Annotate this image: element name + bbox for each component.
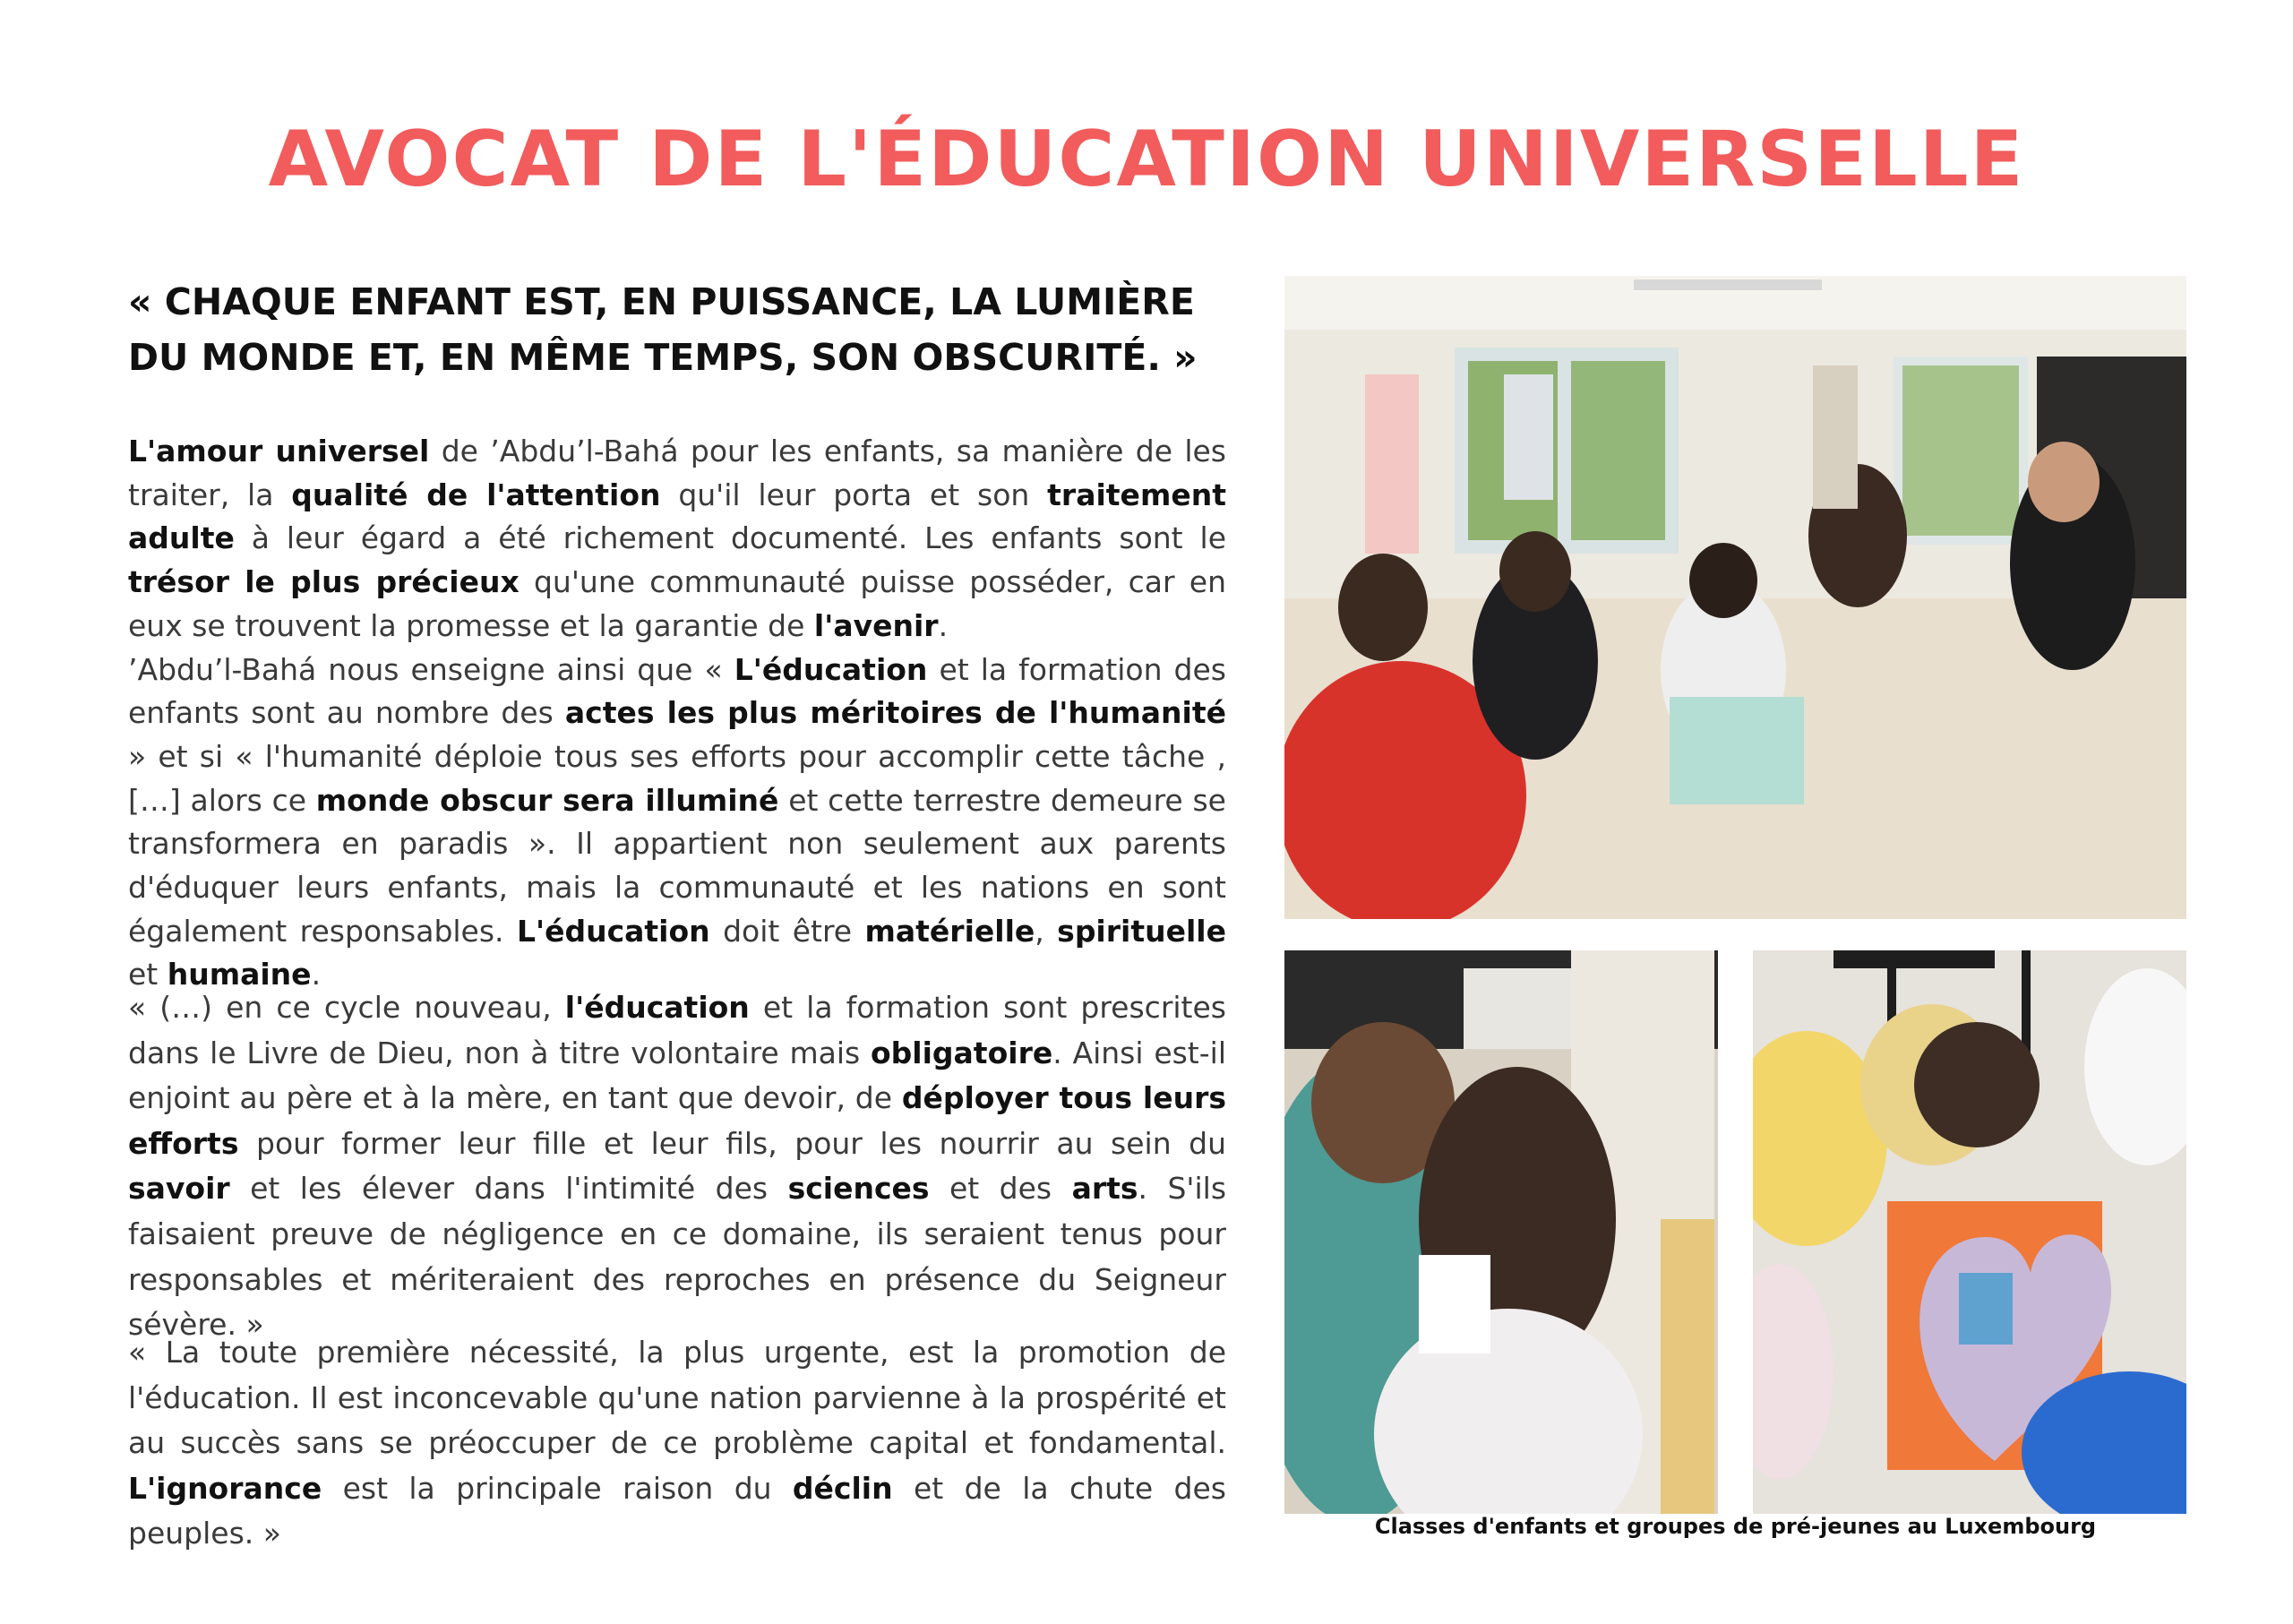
emphasis-text: l'éducation	[564, 990, 750, 1025]
paragraph-1a	[128, 434, 1226, 643]
headline-line-2: DU MONDE ET, EN MÊME TEMPS, SON OBSCURITÉ. »	[128, 336, 1198, 379]
text-run: qu'une communauté puisse posséder, car en eux se trouvent la promesse et la garantie de	[128, 564, 1227, 643]
photo-group-session	[1284, 276, 2186, 919]
headline-quote	[128, 274, 1230, 385]
emphasis-text: traitement adulte	[128, 477, 1226, 556]
text-run: « La toute première nécessité, la plus urgente, est la promotion de l'éducation. Il est inconcevable qu'une nation parvienne à la prospérité et au succès sans se préoccuper de ce problème capital et fondamental.	[128, 1335, 1226, 1461]
text-run: . Ainsi est-il enjoint au père et à la mère, en tant que devoir, de	[128, 1035, 1226, 1116]
text-run: .	[938, 607, 949, 643]
emphasis-text: spirituelle	[1057, 913, 1226, 949]
emphasis-text: déployer tous leurs efforts	[128, 1080, 1226, 1161]
text-run: .	[311, 957, 322, 992]
text-run: et la formation des enfants sont au nombre des	[128, 651, 1226, 731]
text-run: à leur égard a été richement documenté. Les enfants sont le	[234, 520, 1226, 556]
emphasis-text: obligatoire	[871, 1035, 1053, 1070]
emphasis-text: sciences	[787, 1171, 930, 1207]
emphasis-text: L'éducation	[516, 913, 710, 949]
emphasis-text: humaine	[167, 957, 312, 992]
text-run: et des	[929, 1171, 1072, 1207]
emphasis-text: qualité de l'attention	[291, 477, 661, 512]
text-run: et les élever dans l'intimité des	[229, 1171, 788, 1207]
emphasis-text: arts	[1071, 1171, 1138, 1207]
emphasis-text: l'avenir	[813, 607, 939, 643]
emphasis-text: L'amour universel	[128, 434, 430, 468]
photo-caption: Classes d'enfants et groupes de pré-jeunes au Luxembourg	[1374, 1514, 2097, 1539]
emphasis-text: trésor le plus précieux	[128, 564, 520, 600]
emphasis-text: savoir	[128, 1171, 230, 1207]
text-run: pour former leur fille et leur fils, pour les nourrir au sein du	[238, 1125, 1226, 1161]
emphasis-text: monde obscur sera illuminé	[315, 782, 779, 818]
text-run: qu'il leur porta et son	[660, 477, 1048, 512]
paragraph-1b	[128, 652, 1226, 992]
emphasis-text: matérielle	[864, 913, 1035, 949]
text-run: est la principale raison du	[322, 1470, 793, 1506]
headline-line-1: « CHAQUE ENFANT EST, EN PUISSANCE, LA LUMIÈRE	[128, 280, 1195, 323]
text-run: . S'ils faisaient preuve de négligence en ce domaine, ils seraient tenus pour responsables et mériteraient des reproches en présence du Seigneur sévère. »	[128, 1171, 1227, 1343]
text-run: de ’Abdu’l-Bahá pour les enfants, sa manière de les traiter, la	[128, 434, 1226, 512]
paragraph-universal-love	[128, 430, 1226, 997]
paragraph-quote-obligatory	[128, 985, 1226, 1348]
text-run: et	[128, 957, 167, 992]
text-run: et cette terrestre demeure se transformera en paradis ». Il appartient non seulement aux parents d'éduquer leurs enfants, mais la communauté et les nations en sont également responsables.	[128, 782, 1226, 949]
emphasis-text: L'éducation	[734, 651, 928, 687]
emphasis-text: déclin	[792, 1470, 893, 1506]
emphasis-text: L'ignorance	[128, 1470, 322, 1506]
emphasis-text: actes les plus méritoires de l'humanité	[564, 695, 1226, 731]
photo-heart-drawing	[1753, 950, 2186, 1514]
text-run: « (…) en ce cycle nouveau,	[128, 990, 565, 1025]
text-run: et de la chute des peuples. »	[128, 1470, 1226, 1551]
text-run: ’Abdu’l-Bahá nous enseigne ainsi que «	[128, 651, 734, 687]
text-run: ,	[1035, 913, 1058, 949]
paragraph-quote-ignorance	[128, 1330, 1226, 1557]
page-title: AVOCAT DE L'ÉDUCATION UNIVERSELLE	[268, 115, 2025, 204]
text-run: doit être	[709, 913, 865, 949]
photo-children-writing	[1284, 950, 1718, 1514]
text-run: et la formation sont prescrites dans le Livre de Dieu, non à titre volontaire mais	[128, 990, 1226, 1070]
text-run: » et si « l'humanité déploie tous ses efforts pour accomplir cette tâche , […] alors ce	[128, 738, 1226, 818]
